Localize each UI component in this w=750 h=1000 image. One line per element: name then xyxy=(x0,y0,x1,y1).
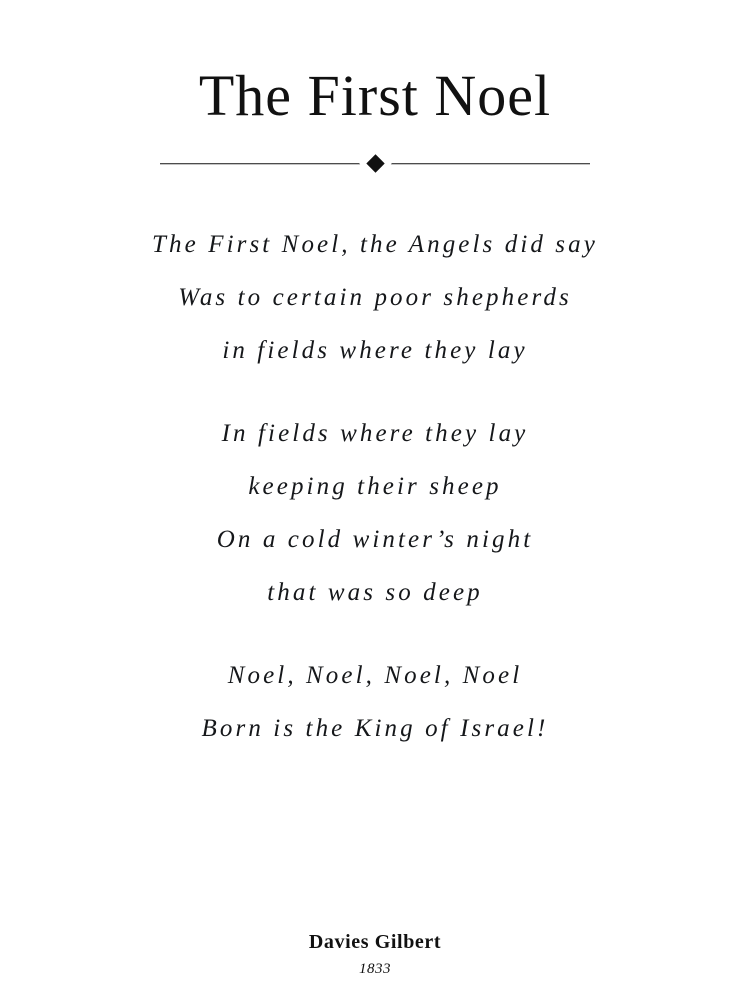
poster-footer xyxy=(0,931,750,978)
stanza xyxy=(0,407,750,619)
page-title: The First Noel xyxy=(198,63,552,128)
poem-line: that was so deep xyxy=(267,578,483,606)
poem-line: The First Noel, the Angels did say xyxy=(152,230,598,258)
poem-line: On a cold winter’s night xyxy=(216,525,534,553)
poem-line: in fields where they lay xyxy=(222,336,528,364)
ornamental-divider xyxy=(160,154,590,174)
poem-line: Born is the King of Israel! xyxy=(201,714,549,742)
poem-body xyxy=(0,218,750,785)
publication-year: 1833 xyxy=(359,961,391,977)
author-name: Davies Gilbert xyxy=(308,931,442,953)
stanza xyxy=(0,649,750,755)
poem-line: In fields where they lay xyxy=(221,419,529,447)
diamond-icon xyxy=(366,155,384,173)
poem-line: Noel, Noel, Noel, Noel xyxy=(227,661,523,689)
stanza xyxy=(0,218,750,377)
poem-line: Was to certain poor shepherds xyxy=(178,283,572,311)
poem-line: keeping their sheep xyxy=(248,472,502,500)
